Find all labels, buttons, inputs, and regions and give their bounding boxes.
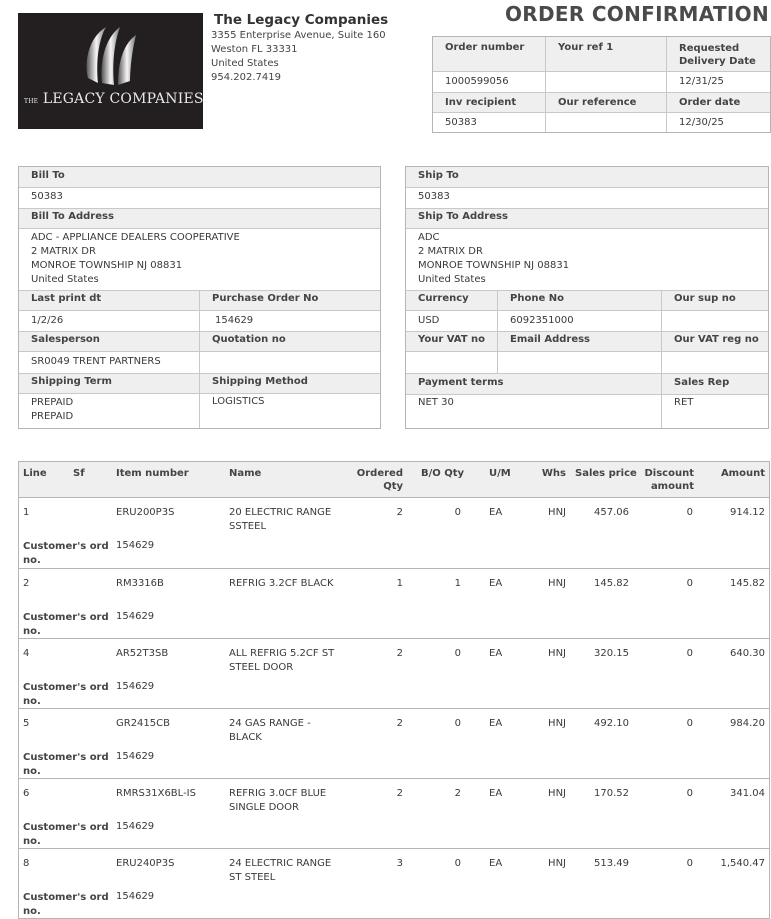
email-value bbox=[498, 353, 661, 359]
name-cell: 20 ELECTRIC RANGE SSTEEL bbox=[229, 507, 332, 532]
divider bbox=[406, 310, 768, 311]
ship-to-address bbox=[406, 230, 768, 290]
bo-qty-cell: 2 bbox=[454, 788, 461, 799]
item-number-cell: ERU240P3S bbox=[116, 858, 175, 869]
shipping-term-value bbox=[19, 395, 199, 427]
divider bbox=[406, 187, 768, 188]
col-amount: Amount bbox=[720, 468, 765, 479]
sales-price-cell: 320.15 bbox=[594, 648, 629, 659]
line-cell: 1 bbox=[23, 507, 30, 518]
divider bbox=[497, 290, 498, 373]
um-cell: EA bbox=[489, 718, 503, 729]
ordered-qty-cell: 3 bbox=[396, 858, 403, 869]
last-print-label: Last print dt bbox=[19, 290, 199, 310]
customer-order-label: Customer's ord no. bbox=[23, 822, 109, 847]
col-whs: Whs bbox=[541, 468, 566, 479]
phone-label: Phone No bbox=[498, 290, 661, 310]
company-country: United States bbox=[211, 58, 279, 69]
sales-price-cell: 457.06 bbox=[594, 507, 629, 518]
divider bbox=[433, 71, 770, 72]
amount-cell: 640.30 bbox=[730, 648, 765, 659]
requested-delivery-value: 12/31/25 bbox=[679, 76, 724, 87]
bill-to-address bbox=[19, 230, 380, 290]
sales-price-cell: 492.10 bbox=[594, 718, 629, 729]
bo-qty-cell: 0 bbox=[454, 858, 461, 869]
whs-cell: HNJ bbox=[548, 858, 566, 869]
purchase-order-label: Purchase Order No bbox=[200, 290, 380, 310]
divider bbox=[19, 208, 380, 209]
um-cell: EA bbox=[489, 858, 503, 869]
customer-order-label: Customer's ord no. bbox=[23, 541, 109, 566]
customer-order-label: Customer's ord no. bbox=[23, 682, 109, 707]
requested-delivery-label: Requested Delivery Date bbox=[679, 43, 756, 67]
our-vat-value bbox=[662, 353, 768, 359]
whs-cell: HNJ bbox=[548, 648, 566, 659]
our-sup-value bbox=[662, 312, 768, 318]
amount-cell: 1,540.47 bbox=[720, 858, 765, 869]
line-cell: 6 bbox=[23, 788, 30, 799]
last-print-value: 1/2/26 bbox=[31, 315, 64, 326]
order-date-value: 12/30/25 bbox=[679, 117, 724, 128]
ordered-qty-cell: 2 bbox=[396, 507, 403, 518]
ship-address-line: MONROE TOWNSHIP NJ 08831 bbox=[418, 260, 570, 271]
order-lines-table bbox=[18, 461, 770, 919]
divider bbox=[406, 331, 768, 332]
ship-address-line: ADC bbox=[418, 232, 440, 243]
col-um: U/M bbox=[489, 468, 511, 479]
table-row bbox=[19, 498, 769, 569]
ordered-qty-cell: 2 bbox=[396, 788, 403, 799]
discount-cell: 0 bbox=[686, 718, 693, 729]
ordered-qty-cell: 2 bbox=[396, 648, 403, 659]
ship-to-box bbox=[405, 166, 769, 429]
customer-order-value: 154629 bbox=[116, 611, 155, 622]
line-cell: 8 bbox=[23, 858, 30, 869]
bill-to-value: 50383 bbox=[31, 191, 63, 202]
payment-terms-value: NET 30 bbox=[418, 397, 454, 408]
shipping-method-value: LOGISTICS bbox=[212, 396, 265, 407]
table-row bbox=[19, 569, 769, 639]
whs-cell: HNJ bbox=[548, 718, 566, 729]
name-cell: REFRIG 3.0CF BLUE SINGLE DOOR bbox=[229, 788, 327, 813]
divider bbox=[433, 112, 770, 113]
customer-order-label: Customer's ord no. bbox=[23, 752, 109, 777]
line-cell: 5 bbox=[23, 718, 30, 729]
divider bbox=[199, 290, 200, 428]
name-cell: 24 GAS RANGE - BLACK bbox=[229, 718, 311, 743]
bill-address-line: 2 MATRIX DR bbox=[31, 246, 96, 257]
company-logo bbox=[18, 13, 203, 129]
divider bbox=[406, 351, 768, 352]
bill-to-address-label: Bill To Address bbox=[19, 208, 380, 228]
customer-order-value: 154629 bbox=[116, 821, 155, 832]
divider bbox=[666, 37, 667, 132]
currency-label: Currency bbox=[406, 290, 497, 310]
our-vat-label: Our VAT reg no bbox=[662, 331, 768, 351]
our-reference-value bbox=[546, 114, 666, 120]
payment-terms-label: Payment terms bbox=[406, 373, 661, 394]
divider bbox=[406, 394, 768, 395]
col-ordered-qty: Ordered Qty bbox=[356, 468, 403, 492]
table-row bbox=[19, 849, 769, 919]
bo-qty-cell: 0 bbox=[454, 648, 461, 659]
order-number-value: 1000599056 bbox=[445, 76, 509, 87]
item-number-cell: AR52T3SB bbox=[116, 648, 169, 659]
phone-value: 6092351000 bbox=[510, 315, 574, 326]
discount-cell: 0 bbox=[686, 578, 693, 589]
amount-cell: 145.82 bbox=[730, 578, 765, 589]
divider bbox=[406, 208, 768, 209]
company-name: The Legacy Companies bbox=[214, 12, 389, 28]
vat-label: Your VAT no bbox=[406, 331, 497, 351]
logo-sphere-icon bbox=[76, 23, 146, 89]
shipping-term-line: PREPAID bbox=[31, 411, 74, 422]
customer-order-value: 154629 bbox=[116, 540, 155, 551]
col-sf: Sf bbox=[73, 468, 85, 479]
sales-rep-value: RET bbox=[674, 397, 694, 408]
currency-value: USD bbox=[418, 315, 440, 326]
col-discount-amount: Discount amount bbox=[644, 468, 694, 492]
salesperson-label: Salesperson bbox=[19, 331, 199, 351]
col-line: Line bbox=[23, 468, 47, 479]
item-number-cell: ERU200P3S bbox=[116, 507, 175, 518]
order-lines-body bbox=[19, 498, 769, 919]
purchase-order-value: 154629 bbox=[215, 315, 254, 326]
customer-order-value: 154629 bbox=[116, 681, 155, 692]
col-item-number: Item number bbox=[116, 468, 189, 479]
ship-to-address-label: Ship To Address bbox=[406, 208, 768, 228]
amount-cell: 914.12 bbox=[730, 507, 765, 518]
shipping-term-label: Shipping Term bbox=[19, 373, 199, 393]
order-number-label: Order number bbox=[433, 39, 545, 56]
shipping-term-line: PREPAID bbox=[31, 397, 74, 408]
line-cell: 4 bbox=[23, 648, 30, 659]
col-sales-price: Sales price bbox=[575, 468, 637, 479]
ship-address-line: 2 MATRIX DR bbox=[418, 246, 483, 257]
discount-cell: 0 bbox=[686, 858, 693, 869]
your-ref-label: Your ref 1 bbox=[546, 39, 666, 56]
page-title: ORDER CONFIRMATION bbox=[504, 2, 769, 26]
order-info-box bbox=[432, 36, 771, 133]
item-number-cell: GR2415CB bbox=[116, 718, 170, 729]
our-sup-label: Our sup no bbox=[662, 290, 768, 310]
um-cell: EA bbox=[489, 578, 503, 589]
divider bbox=[19, 228, 380, 229]
um-cell: EA bbox=[489, 788, 503, 799]
bill-address-line: MONROE TOWNSHIP NJ 08831 bbox=[31, 260, 183, 271]
customer-order-label: Customer's ord no. bbox=[23, 892, 109, 917]
company-address-line2: Weston FL 33331 bbox=[211, 44, 298, 55]
bill-to-box bbox=[18, 166, 381, 429]
ship-to-label: Ship To bbox=[406, 167, 768, 187]
divider bbox=[545, 37, 546, 132]
customer-order-value: 154629 bbox=[116, 891, 155, 902]
um-cell: EA bbox=[489, 648, 503, 659]
divider bbox=[433, 92, 770, 93]
divider bbox=[661, 290, 662, 428]
bo-qty-cell: 1 bbox=[454, 578, 461, 589]
divider bbox=[406, 290, 768, 291]
item-number-cell: RMRS31X6BL-IS bbox=[116, 788, 196, 799]
col-name: Name bbox=[229, 468, 262, 479]
quotation-value bbox=[200, 353, 380, 359]
order-lines-header bbox=[19, 462, 769, 498]
ship-to-value: 50383 bbox=[418, 191, 450, 202]
discount-cell: 0 bbox=[686, 507, 693, 518]
whs-cell: HNJ bbox=[548, 507, 566, 518]
customer-order-value: 154629 bbox=[116, 751, 155, 762]
ship-address-line: United States bbox=[418, 274, 486, 285]
sales-rep-label: Sales Rep bbox=[662, 373, 768, 394]
inv-recipient-value: 50383 bbox=[445, 117, 477, 128]
inv-recipient-label: Inv recipient bbox=[445, 97, 517, 108]
discount-cell: 0 bbox=[686, 648, 693, 659]
divider bbox=[406, 373, 768, 374]
salesperson-value: SR0049 TRENT PARTNERS bbox=[31, 356, 161, 367]
item-number-cell: RM3316B bbox=[116, 578, 164, 589]
um-cell: EA bbox=[489, 507, 503, 518]
sales-price-cell: 170.52 bbox=[594, 788, 629, 799]
bo-qty-cell: 0 bbox=[454, 718, 461, 729]
col-bo-qty: B/O Qty bbox=[421, 468, 465, 479]
divider bbox=[19, 187, 380, 188]
amount-cell: 984.20 bbox=[730, 718, 765, 729]
vat-value bbox=[406, 353, 497, 359]
company-address-line1: 3355 Enterprise Avenue, Suite 160 bbox=[211, 30, 386, 41]
table-row bbox=[19, 709, 769, 779]
customer-order-label: Customer's ord no. bbox=[23, 612, 109, 637]
order-date-label: Order date bbox=[679, 97, 741, 108]
name-cell: ALL REFRIG 5.2CF ST STEEL DOOR bbox=[229, 648, 335, 673]
line-cell: 2 bbox=[23, 578, 30, 589]
discount-cell: 0 bbox=[686, 788, 693, 799]
email-label: Email Address bbox=[498, 331, 661, 351]
table-row bbox=[19, 779, 769, 849]
table-row bbox=[19, 639, 769, 709]
bill-address-line: United States bbox=[31, 274, 99, 285]
sales-price-cell: 145.82 bbox=[594, 578, 629, 589]
bill-address-line: ADC - APPLIANCE DEALERS COOPERATIVE bbox=[31, 232, 240, 243]
bo-qty-cell: 0 bbox=[454, 507, 461, 518]
amount-cell: 341.04 bbox=[730, 788, 765, 799]
whs-cell: HNJ bbox=[548, 578, 566, 589]
ordered-qty-cell: 1 bbox=[396, 578, 403, 589]
name-cell: 24 ELECTRIC RANGE ST STEEL bbox=[229, 858, 332, 883]
whs-cell: HNJ bbox=[548, 788, 566, 799]
shipping-method-label: Shipping Method bbox=[200, 373, 380, 393]
our-reference-label: Our reference bbox=[558, 97, 637, 108]
quotation-label: Quotation no bbox=[200, 331, 380, 351]
company-phone: 954.202.7419 bbox=[211, 72, 281, 83]
logo-wordmark: THE LEGACY COMPANIES bbox=[24, 91, 204, 107]
name-cell: REFRIG 3.2CF BLACK bbox=[229, 578, 334, 589]
sales-price-cell: 513.49 bbox=[594, 858, 629, 869]
bill-to-label: Bill To bbox=[19, 167, 380, 187]
divider bbox=[406, 228, 768, 229]
ordered-qty-cell: 2 bbox=[396, 718, 403, 729]
your-ref-value bbox=[546, 73, 666, 79]
